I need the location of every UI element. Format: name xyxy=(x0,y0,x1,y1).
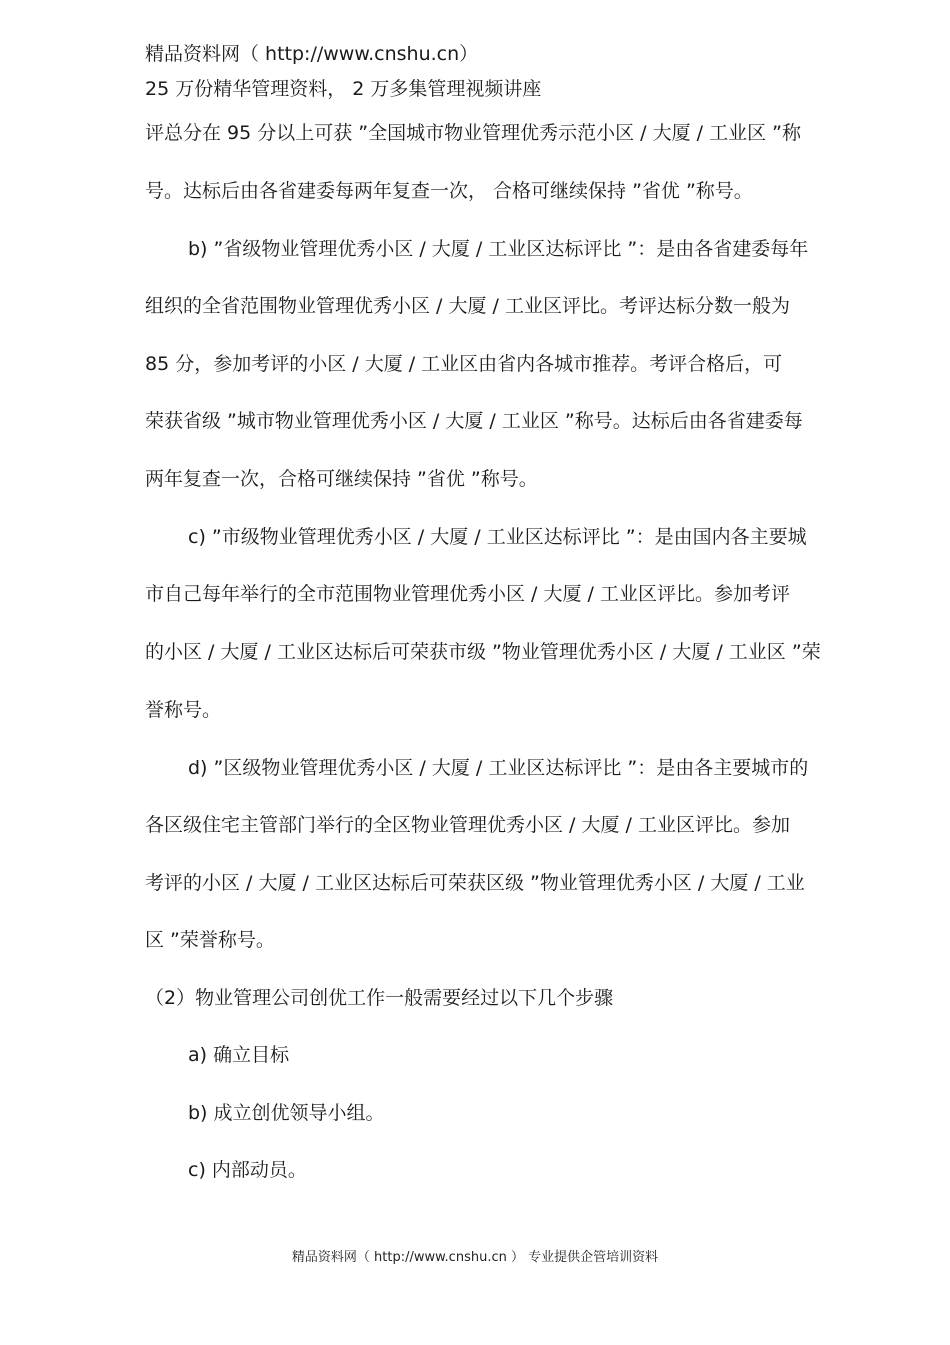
step-item: b) 成立创优领导小组。 xyxy=(188,1102,385,1124)
body-line: 考评的小区 / 大厦 / 工业区达标后可荣获区级 ”物业管理优秀小区 / 大厦 / 工业 xyxy=(145,872,805,894)
body-line: 85 分，参加考评的小区 / 大厦 / 工业区由省内各城市推荐。考评合格后，可 xyxy=(145,353,783,375)
paragraph-c-start: c) ”市级物业管理优秀小区 / 大厦 / 工业区达标评比 ”：是由国内各主要城 xyxy=(188,526,807,548)
body-line: 组织的全省范围物业管理优秀小区 / 大厦 / 工业区评比。考评达标分数一般为 xyxy=(145,295,790,317)
paragraph-d-start: d) ”区级物业管理优秀小区 / 大厦 / 工业区达标评比 ”：是由各主要城市的 xyxy=(188,757,809,779)
section-heading: （2）物业管理公司创优工作一般需要经过以下几个步骤 xyxy=(145,987,614,1009)
body-line: 两年复查一次，合格可继续保持 ”省优 ”称号。 xyxy=(145,468,538,490)
body-line: 誉称号。 xyxy=(145,699,222,721)
header-site-line: 精品资料网（ http://www.cnshu.cn） xyxy=(145,43,479,65)
step-item: a) 确立目标 xyxy=(188,1044,290,1066)
header-tagline: 25 万份精华管理资料， 2 万多集管理视频讲座 xyxy=(145,78,542,100)
body-line: 号。达标后由各省建委每两年复查一次， 合格可继续保持 ”省优 ”称号。 xyxy=(145,180,753,202)
paragraph-b-start: b) ”省级物业管理优秀小区 / 大厦 / 工业区达标评比 ”：是由各省建委每年 xyxy=(188,238,809,260)
body-line: 市自己每年举行的全市范围物业管理优秀小区 / 大厦 / 工业区评比。参加考评 xyxy=(145,583,790,605)
body-line: 荣获省级 ”城市物业管理优秀小区 / 大厦 / 工业区 ”称号。达标后由各省建委每 xyxy=(145,410,803,432)
body-line: 的小区 / 大厦 / 工业区达标后可荣获市级 ”物业管理优秀小区 / 大厦 / 工业区 ”荣 xyxy=(145,641,821,663)
page-footer: 精品资料网（ http://www.cnshu.cn ） 专业提供企管培训资料 xyxy=(291,1250,659,1265)
body-line: 评总分在 95 分以上可获 ”全国城市物业管理优秀示范小区 / 大厦 / 工业区 ”称 xyxy=(145,122,801,144)
body-line: 区 ”荣誉称号。 xyxy=(145,929,275,951)
body-line: 各区级住宅主管部门举行的全区物业管理优秀小区 / 大厦 / 工业区评比。参加 xyxy=(145,814,790,836)
step-item: c) 内部动员。 xyxy=(188,1159,307,1181)
